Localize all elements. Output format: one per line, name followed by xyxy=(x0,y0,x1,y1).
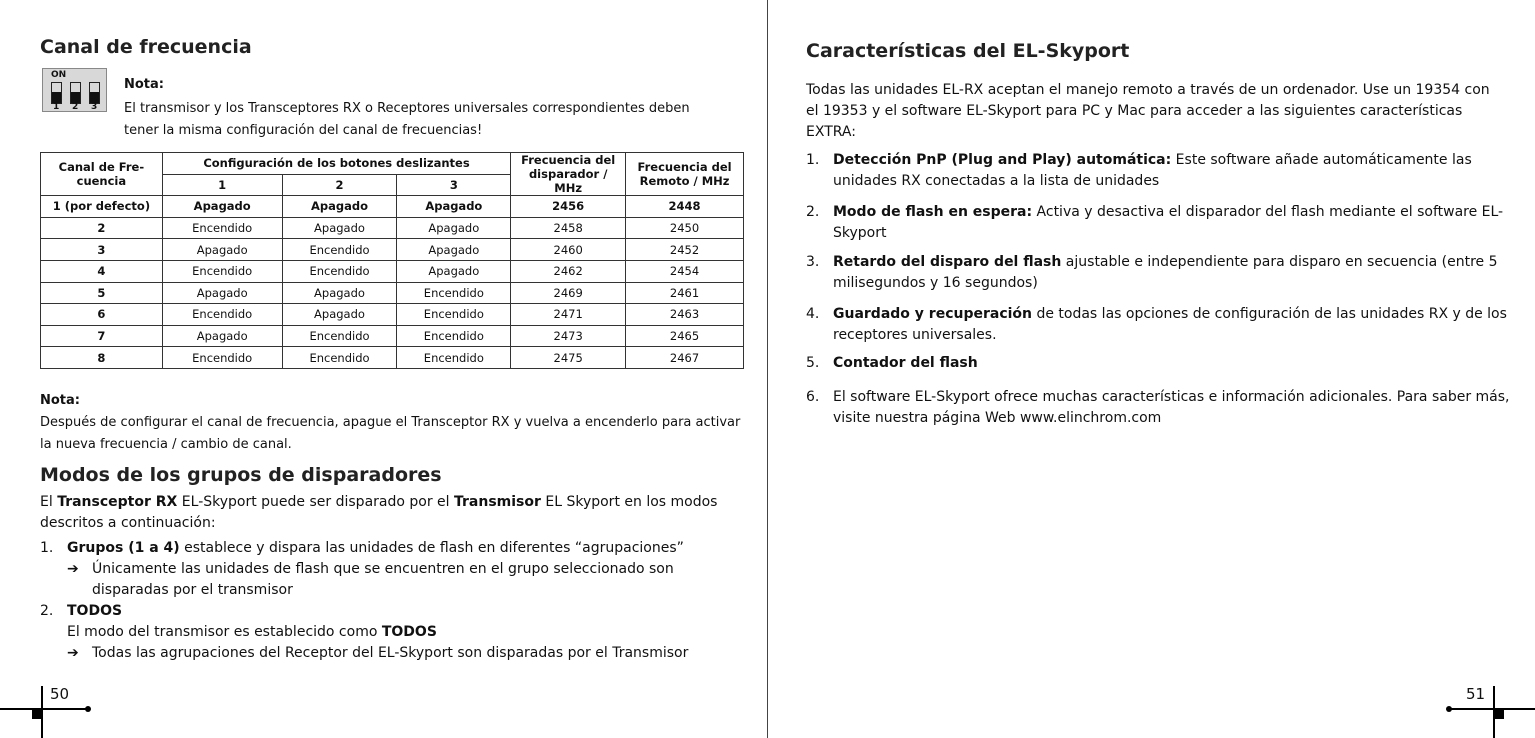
table-cell: Encendido xyxy=(162,304,282,326)
table-row xyxy=(41,347,744,369)
section-title-channel: Canal de frecuencia xyxy=(40,36,252,58)
table-cell: Apagado xyxy=(162,196,282,218)
crop-mark xyxy=(1446,706,1452,712)
table-cell: 2456 xyxy=(511,196,626,218)
table-cell: 4 xyxy=(41,260,163,282)
crop-mark xyxy=(32,709,42,719)
table-cell: 2465 xyxy=(626,325,744,347)
table-cell: Apagado xyxy=(397,217,511,239)
section-title-groups: Modos de los grupos de disparadores xyxy=(40,464,442,486)
table-cell: Encendido xyxy=(162,217,282,239)
table-cell: 2467 xyxy=(626,347,744,369)
table-cell: Encendido xyxy=(282,347,397,369)
header-switch-2: 2 xyxy=(282,174,397,196)
table-cell: 2452 xyxy=(626,239,744,261)
table-cell: Apagado xyxy=(162,325,282,347)
features-intro: Todas las unidades EL-RX aceptan el manejo remoto a través de un ordenador. Use un 19354 con el 19353 y el software EL-Skyport para PC y Mac para acceder a las siguientes características EXTRA: xyxy=(806,82,1490,140)
table-cell: 2473 xyxy=(511,325,626,347)
table-cell: Apagado xyxy=(282,304,397,326)
table-cell: 2454 xyxy=(626,260,744,282)
table-cell: 2469 xyxy=(511,282,626,304)
crop-mark xyxy=(1448,708,1535,710)
table-cell: 1 (por defecto) xyxy=(41,196,163,218)
header-config: Configuración de los botones deslizantes xyxy=(162,153,510,175)
table-cell: Apagado xyxy=(397,239,511,261)
table-row xyxy=(41,325,744,347)
frequency-table xyxy=(40,152,744,369)
note-label: Nota: xyxy=(124,77,164,92)
table-row xyxy=(41,260,744,282)
crop-mark xyxy=(85,706,91,712)
crop-mark xyxy=(0,708,88,710)
header-switch-1: 1 xyxy=(162,174,282,196)
table-cell: Encendido xyxy=(282,239,397,261)
table-cell: 2458 xyxy=(511,217,626,239)
dip-switch-icon xyxy=(42,68,107,112)
header-channel: Canal de Fre-cuencia xyxy=(41,153,163,196)
table-cell: 5 xyxy=(41,282,163,304)
table-cell: 2475 xyxy=(511,347,626,369)
note-text: El transmisor y los Transceptores RX o Receptores universales correspondientes deben tener la misma configuración del canal de frecuencias! xyxy=(124,101,690,138)
dip-on-label: ON xyxy=(51,70,67,80)
groups-intro: El Transceptor RX EL-Skyport puede ser disparado por el Transmisor EL Skyport en los modos descritos a continuación: xyxy=(40,494,718,531)
table-cell: 6 xyxy=(41,304,163,326)
table-cell: Encendido xyxy=(397,282,511,304)
table-cell: 2448 xyxy=(626,196,744,218)
table-cell: Encendido xyxy=(282,325,397,347)
table-row xyxy=(41,196,744,218)
table-row xyxy=(41,217,744,239)
table-cell: Encendido xyxy=(397,347,511,369)
arrow-icon: ➔ xyxy=(67,645,79,661)
table-cell: Apagado xyxy=(282,217,397,239)
table-cell: 2 xyxy=(41,217,163,239)
table-cell: 2462 xyxy=(511,260,626,282)
page-number: 51 xyxy=(1466,685,1486,703)
header-remote-freq: Frecuencia del Remoto / MHz xyxy=(626,153,744,196)
table-cell: 2461 xyxy=(626,282,744,304)
table-cell: Encendido xyxy=(397,304,511,326)
table-cell: Apagado xyxy=(282,196,397,218)
crop-mark xyxy=(1494,709,1504,719)
dip-number: 1 xyxy=(53,102,60,112)
header-trigger-freq: Frecuencia del disparador / MHz xyxy=(511,153,626,196)
table-row xyxy=(41,282,744,304)
dip-number: 3 xyxy=(91,102,98,112)
table-cell: Apagado xyxy=(397,196,511,218)
table-cell: 8 xyxy=(41,347,163,369)
page-number: 50 xyxy=(50,685,70,703)
table-cell: 2463 xyxy=(626,304,744,326)
table-row xyxy=(41,304,744,326)
arrow-icon: ➔ xyxy=(67,561,79,577)
table-row xyxy=(41,239,744,261)
table-cell: 2471 xyxy=(511,304,626,326)
table-cell: Apagado xyxy=(397,260,511,282)
table-cell: Apagado xyxy=(162,282,282,304)
table-cell: 3 xyxy=(41,239,163,261)
table-cell: Apagado xyxy=(282,282,397,304)
table-cell: Encendido xyxy=(397,325,511,347)
section-title-features: Características del EL-Skyport xyxy=(806,40,1130,62)
table-cell: Encendido xyxy=(162,347,282,369)
header-switch-3: 3 xyxy=(397,174,511,196)
table-cell: Encendido xyxy=(282,260,397,282)
note2-label: Nota: xyxy=(40,393,80,408)
page-divider xyxy=(767,0,768,738)
table-cell: 2450 xyxy=(626,217,744,239)
table-cell: Apagado xyxy=(162,239,282,261)
note2-text: Después de configurar el canal de frecuencia, apague el Transceptor RX y vuelva a encenderlo para activar la nueva frecuencia / cambio de canal. xyxy=(40,415,741,452)
table-cell: 7 xyxy=(41,325,163,347)
table-cell: 2460 xyxy=(511,239,626,261)
dip-number: 2 xyxy=(72,102,79,112)
table-cell: Encendido xyxy=(162,260,282,282)
